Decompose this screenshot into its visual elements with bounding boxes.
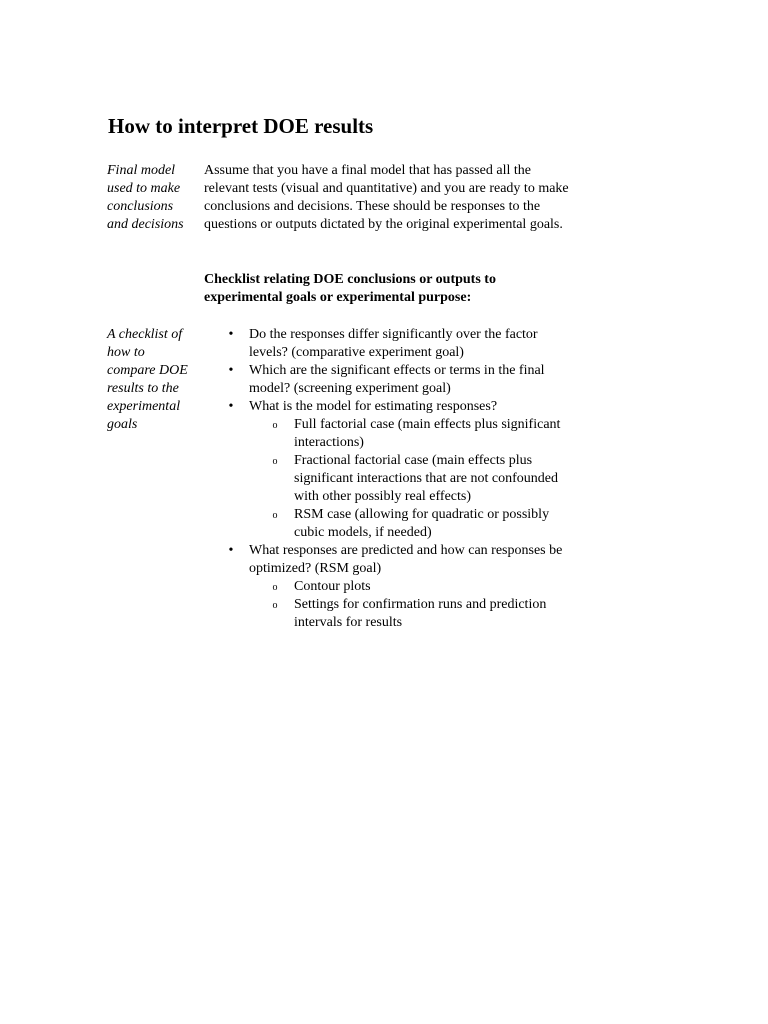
bullet-icon: • (228, 399, 234, 414)
checklist (204, 326, 576, 632)
checklist-item-3 (204, 398, 576, 542)
page-title: How to interpret DOE results (108, 114, 374, 138)
circle-bullet-icon: o (272, 420, 278, 431)
checklist-item-2 (204, 362, 576, 398)
checklist-item-4 (204, 542, 576, 632)
checklist-item-text: What responses are predicted and how can responses be optimized? (RSM goal) (249, 543, 563, 576)
sub-item (249, 416, 576, 452)
checklist-item-text: What is the model for estimating responses? (249, 399, 498, 414)
circle-bullet-icon: o (272, 510, 278, 521)
intro-paragraph: Assume that you have a final model that has passed all the relevant tests (visual and quantitative) and you are ready to make conclusions and decisions. These should be responses to the questions or outputs dictated by the original experimental goals. (204, 163, 569, 232)
checklist-item-1 (204, 326, 576, 362)
circle-bullet-icon: o (272, 600, 278, 611)
sub-item (249, 506, 576, 542)
bullet-icon: • (228, 543, 234, 558)
sub-item-text: Fractional factorial case (main effects plus significant interactions that are not confounded with other possibly real effects) (294, 453, 558, 504)
sub-item-text: Settings for confirmation runs and prediction intervals for results (294, 597, 547, 630)
circle-bullet-icon: o (272, 582, 278, 593)
bullet-icon: • (228, 363, 234, 378)
sub-item-text: Full factorial case (main effects plus significant interactions) (294, 417, 561, 450)
sub-item (249, 596, 576, 632)
sub-item-text: RSM case (allowing for quadratic or possibly cubic models, if needed) (294, 507, 550, 540)
sub-item (249, 578, 576, 596)
sub-list (249, 578, 576, 632)
sub-item (249, 452, 576, 506)
checklist-heading: Checklist relating DOE conclusions or outputs to experimental goals or experimental purpose: (204, 272, 496, 305)
circle-bullet-icon: o (272, 456, 278, 467)
checklist-item-text: Do the responses differ significantly over the factor levels? (comparative experiment goal) (249, 327, 538, 360)
checklist-item-text: Which are the significant effects or terms in the final model? (screening experiment goal) (249, 363, 545, 396)
side-note-final-model: Final model used to make conclusions and decisions (107, 163, 184, 232)
bullet-icon: • (228, 327, 234, 342)
sub-list (249, 416, 576, 542)
sub-item-text: Contour plots (294, 579, 371, 594)
side-note-checklist: A checklist of how to compare DOE results to the experimental goals (107, 327, 188, 432)
